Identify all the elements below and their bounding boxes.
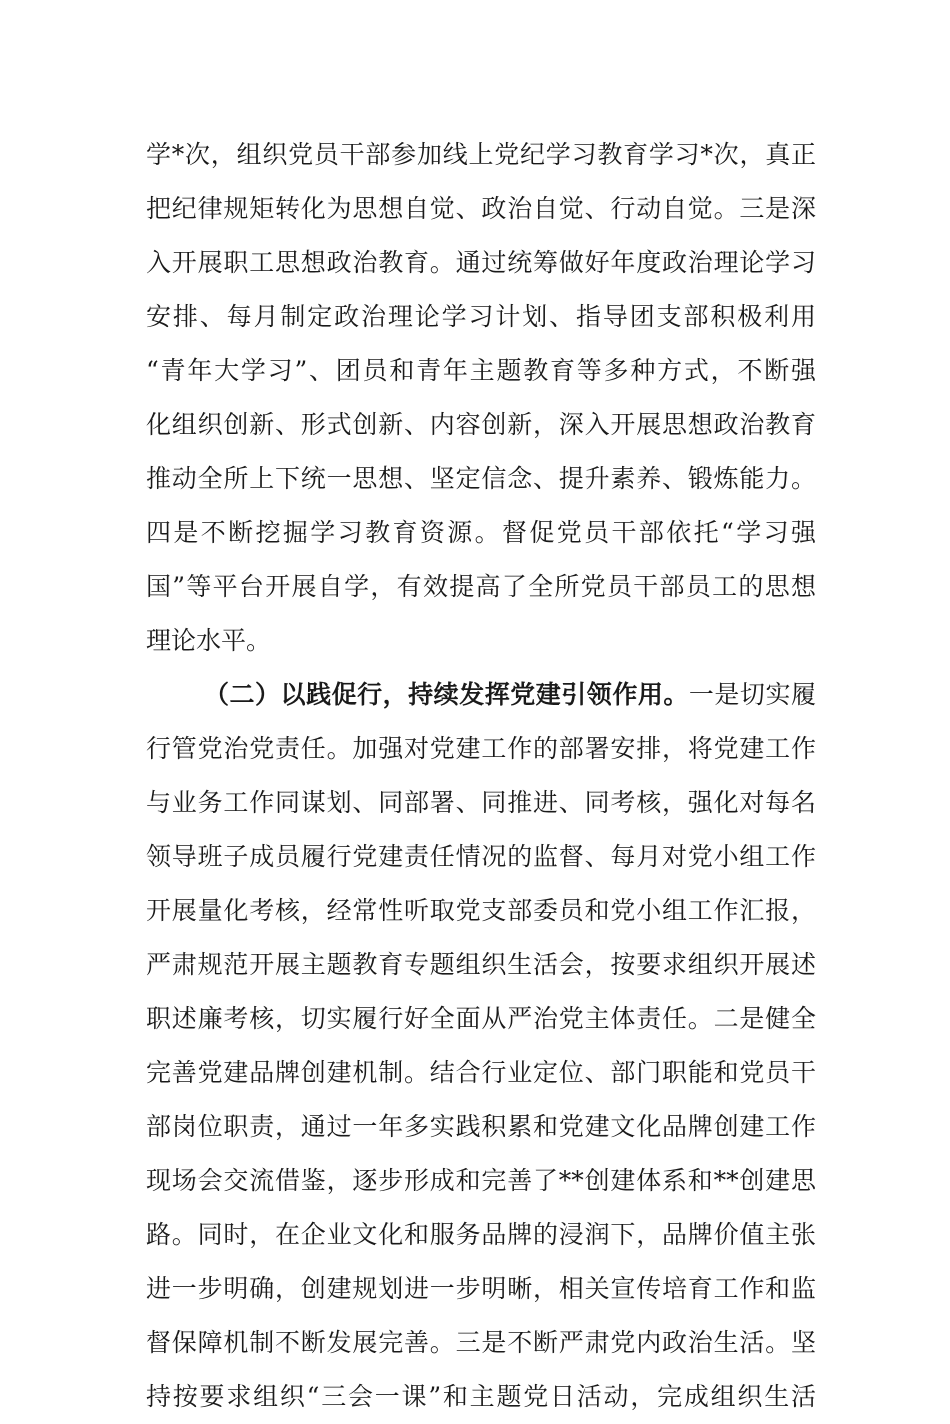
paragraph-1: [146, 128, 816, 668]
text-line: 部岗位职责，通过一年多实践积累和党建文化品牌创建工作: [146, 1112, 816, 1141]
text-line: 督保障机制不断发展完善。三是不断严肃党内政治生活。坚: [146, 1328, 816, 1357]
paragraph-2: [146, 668, 816, 1424]
paragraph-2-first-line: [146, 668, 816, 722]
text-line: 完善党建品牌创建机制。结合行业定位、部门职能和党员干: [146, 1058, 816, 1087]
text-line: “青年大学习”、团员和青年主题教育等多种方式，不断强: [146, 356, 816, 385]
section-heading: （二）以践促行，持续发挥党建引领作用。: [204, 680, 689, 709]
text-line: 职述廉考核，切实履行好全面从严治党主体责任。二是健全: [146, 1004, 816, 1033]
text-line: 安排、每月制定政治理论学习计划、指导团支部积极利用: [146, 302, 816, 331]
text-run: 一是切实履: [688, 680, 816, 709]
text-line: 进一步明确，创建规划进一步明晰，相关宣传培育工作和监: [146, 1274, 816, 1303]
text-line: 领导班子成员履行党建责任情况的监督、每月对党小组工作: [146, 842, 816, 871]
text-line: 与业务工作同谋划、同部署、同推进、同考核，强化对每名: [146, 788, 816, 817]
text-line: 四是不断挖掘学习教育资源。督促党员干部依托“学习强: [146, 518, 816, 547]
text-line: 开展量化考核，经常性听取党支部委员和党小组工作汇报，: [146, 896, 816, 925]
text-line: 理论水平。: [146, 626, 272, 655]
text-line: 持按要求组织“三会一课”和主题党日活动，完成组织生活: [146, 1382, 816, 1411]
text-line: 把纪律规矩转化为思想自觉、政治自觉、行动自觉。三是深: [146, 194, 816, 223]
text-line: 行管党治党责任。加强对党建工作的部署安排，将党建工作: [146, 734, 816, 763]
text-line: 现场会交流借鉴，逐步形成和完善了**创建体系和**创建思: [146, 1166, 816, 1195]
text-line: 化组织创新、形式创新、内容创新，深入开展思想政治教育: [146, 410, 816, 439]
text-line: 学*次，组织党员干部参加线上党纪学习教育学习*次，真正: [146, 140, 816, 169]
text-line: 国”等平台开展自学，有效提高了全所党员干部员工的思想: [146, 572, 816, 601]
text-line: 入开展职工思想政治教育。通过统筹做好年度政治理论学习: [146, 248, 816, 277]
document-body: [146, 128, 816, 1424]
text-line: 路。同时，在企业文化和服务品牌的浸润下，品牌价值主张: [146, 1220, 816, 1249]
text-line: 严肃规范开展主题教育专题组织生活会，按要求组织开展述: [146, 950, 816, 979]
text-line: 推动全所上下统一思想、坚定信念、提升素养、锻炼能力。: [146, 464, 816, 493]
